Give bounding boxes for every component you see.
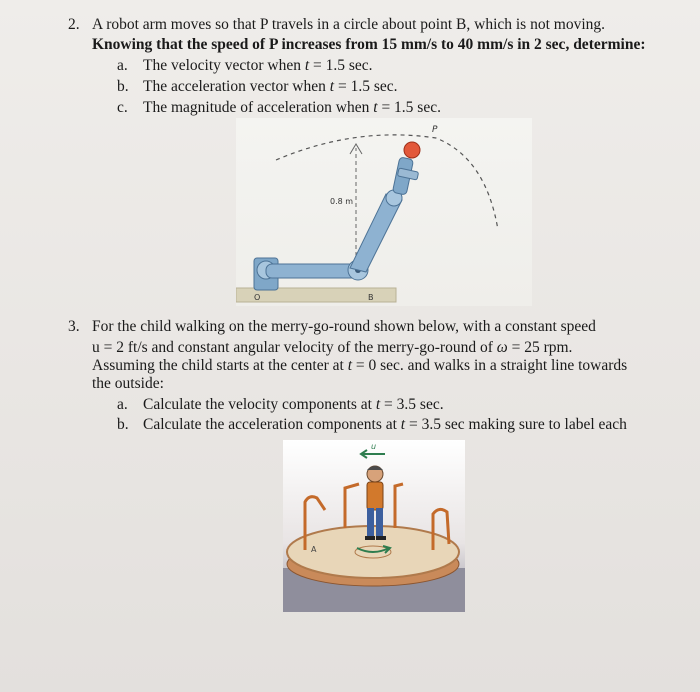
- label-b: B: [368, 293, 374, 302]
- label-length: 0.8 m: [330, 197, 354, 206]
- point-p-ball: [404, 142, 420, 158]
- child-leg-right: [376, 508, 383, 538]
- problem-3-line-3: Assuming the child starts at the center at t = 0 sec. and walks in a straight line towards: [92, 357, 628, 374]
- problem-3-item-a: Calculate the velocity components at t = 3.5 sec.: [143, 396, 444, 413]
- problem-2-item-a: The velocity vector when t = 1.5 sec.: [143, 57, 373, 74]
- robot-arm-diagram: [236, 118, 532, 306]
- problem-2-number: 2.: [68, 16, 80, 33]
- problem-2-line-2: Knowing that the speed of P increases from 15 mm/s to 40 mm/s in 2 sec, determine:: [92, 36, 646, 53]
- label-o: O: [254, 293, 261, 302]
- problem-2-item-c-letter: c.: [117, 99, 128, 116]
- problem-3-item-b-letter: b.: [117, 416, 129, 433]
- child-shoe-right: [376, 536, 386, 540]
- problem-3-line-1: For the child walking on the merry-go-round shown below, with a constant speed: [92, 318, 596, 335]
- merry-go-round-diagram: [283, 440, 465, 612]
- child-leg-left: [367, 508, 374, 538]
- problem-3-number: 3.: [68, 318, 80, 335]
- problem-2-item-b: The acceleration vector when t = 1.5 sec.: [143, 78, 398, 95]
- problem-2-item-c: The magnitude of acceleration when t = 1.5 sec.: [143, 99, 441, 116]
- child-shoe-left: [365, 536, 375, 540]
- link-ob: [266, 264, 358, 278]
- problem-2-item-a-letter: a.: [117, 57, 128, 74]
- problem-3-item-a-letter: a.: [117, 396, 128, 413]
- merry-go-round-figure: [283, 440, 465, 612]
- robot-arm-figure: [236, 118, 532, 306]
- problem-2-item-b-letter: b.: [117, 78, 129, 95]
- label-a: A: [311, 545, 317, 554]
- problem-2-line-1: A robot arm moves so that P travels in a circle about point B, which is not moving.: [92, 16, 606, 33]
- problem-3-item-b: Calculate the acceleration components at t = 3.5 sec making sure to label each: [143, 416, 627, 433]
- problem-3-line-2: u = 2 ft/s and constant angular velocity of the merry-go-round of ω = 25 rpm.: [92, 339, 573, 356]
- label-p: P: [432, 125, 438, 135]
- label-u: u: [371, 442, 377, 451]
- problem-3-line-4: the outside:: [92, 375, 164, 392]
- child-shirt: [367, 482, 383, 510]
